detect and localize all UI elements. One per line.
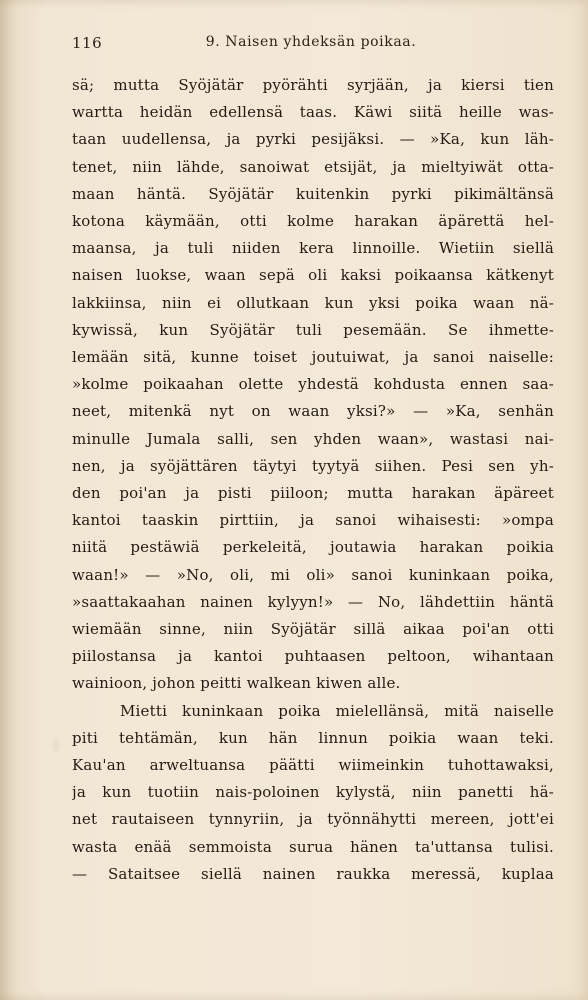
text-line: — Sataitsee siellä nainen raukka meressä, kuplaa: [72, 864, 554, 883]
text-line: minulle Jumala salli, sen yhden waan», wastasi nai-: [72, 429, 554, 448]
text-line: taan uudellensa, ja pyrki pesijäksi. — »Ka, kun läh-: [72, 130, 554, 149]
page-header: [72, 34, 550, 58]
text-line: net rautaiseen tynnyriin, ja työnnähytti mereen, jott'ei: [72, 810, 554, 829]
text-line: »kolme poikaahan olette yhdestä kohdusta ennen saa-: [72, 375, 554, 394]
text-line: kantoi taaskin pirttiin, ja sanoi wihaisesti: »ompa: [72, 511, 554, 530]
text-line: neet, mitenkä nyt on waan yksi?» — »Ka, senhän: [72, 402, 554, 421]
text-line: lemään sitä, kunne toiset joutuiwat, ja sanoi naiselle:: [72, 348, 554, 367]
text-line: niitä pestäwiä perkeleitä, joutawia harakan poikia: [72, 538, 554, 557]
text-line: kotona käymään, otti kolme harakan äpärettä hel-: [72, 212, 554, 231]
page-spine-shadow: [0, 0, 18, 1000]
text-line: sä; mutta Syöjätär pyörähti syrjään, ja kiersi tien: [72, 76, 554, 94]
paragraph-2: [72, 698, 554, 888]
text-line: maan häntä. Syöjätär kuitenkin pyrki pikimältänsä: [72, 184, 554, 203]
text-line: kywissä, kun Syöjätär tuli pesemään. Se ihmette-: [72, 320, 554, 339]
text-line: lakkiinsa, niin ei ollutkaan kun yksi poika waan nä-: [72, 293, 554, 312]
text-line: wasta enää semmoista surua hänen ta'uttansa tulisi.: [72, 837, 554, 856]
text-line: naisen luokse, waan sepä oli kaksi poikaansa kätkenyt: [72, 266, 554, 285]
text-line: nen, ja syöjättären täytyi tyytyä siihen. Pesi sen yh-: [72, 456, 554, 475]
text-line: tenet, niin lähde, sanoiwat etsijät, ja mieltyiwät otta-: [72, 157, 554, 176]
text-line: den poi'an ja pisti piiloon; mutta harakan äpäreet: [72, 484, 554, 503]
text-line: Mietti kuninkaan poika mielellänsä, mitä naiselle: [120, 701, 554, 720]
text-line: waan!» — »No, oli, mi oli» sanoi kuninkaan poika,: [72, 565, 554, 584]
text-line: maansa, ja tuli niiden kera linnoille. Wietiin siellä: [72, 239, 554, 258]
text-line: piti tehtämän, kun hän linnun poikia waan teki.: [72, 728, 554, 747]
page-body-text: [72, 72, 554, 888]
paper-stain: [52, 738, 60, 752]
text-line: ja kun tuotiin nais-poloinen kylystä, niin panetti hä-: [72, 783, 554, 802]
running-title: 9. Naisen yhdeksän poikaa.: [205, 34, 417, 50]
page-number: 116: [72, 34, 103, 52]
text-line: piilostansa ja kantoi puhtaasen peltoon, wihantaan: [72, 647, 554, 666]
text-line: Kau'an arweltuansa päätti wiimeinkin tuhottawaksi,: [72, 756, 554, 775]
text-line: »saattakaahan nainen kylyyn!» — No, lähdettiin häntä: [72, 592, 554, 611]
text-line: wainioon, johon peitti walkean kiwen alle.: [72, 674, 401, 693]
paragraph-1: [72, 72, 554, 698]
text-line: wartta heidän edellensä taas. Käwi siitä heille was-: [72, 103, 554, 122]
text-line: wiemään sinne, niin Syöjätär sillä aikaa poi'an otti: [72, 620, 554, 639]
